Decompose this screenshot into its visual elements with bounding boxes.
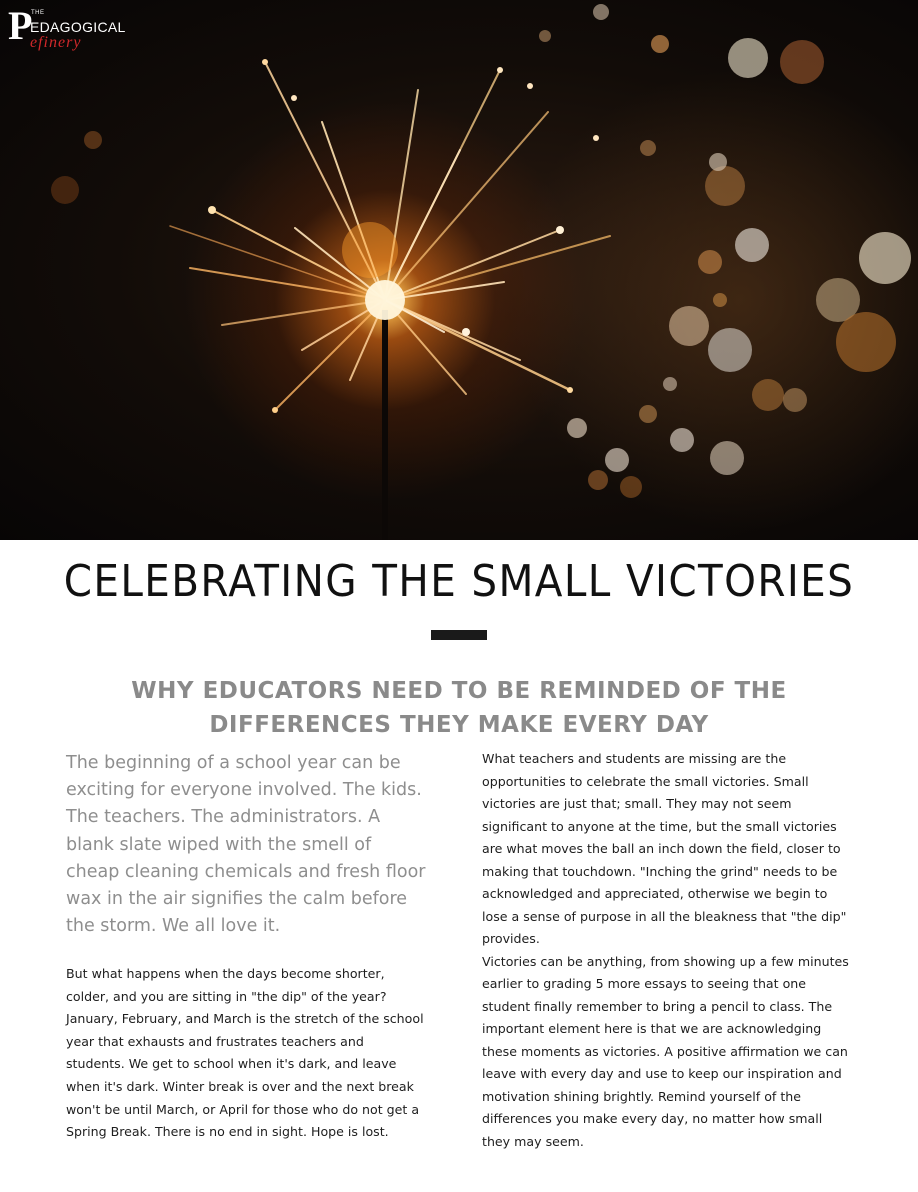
sparkler-illustration [0, 0, 918, 540]
sparkler-stick [382, 310, 388, 540]
title-divider [431, 630, 487, 640]
article-subtitle: WHY EDUCATORS NEED TO BE REMINDED OF THE DIFFERENCES THEY MAKE EVERY DAY [131, 678, 787, 738]
hero-image [0, 0, 918, 540]
sparkler-flame [365, 280, 405, 320]
body-paragraph-right-1: What teachers and students are missing are the opportunities to celebrate the small victories. Small victories are just that; small. They may not seem significant to anyone at the time, but the small victories are what moves the ball an inch down the field, closer to making that touchdown. "Inching the grind" needs to be acknowledged and appreciated, otherwise we begin to lose a sense of purpose in all the bleakness that "the dip" provides. [482, 751, 847, 946]
logo-line1: EDAGOGICAL [30, 19, 126, 35]
bokeh-lights [51, 4, 911, 498]
logo-letter: P [8, 3, 33, 48]
right-column [482, 748, 854, 1153]
logo-the: THE [31, 10, 45, 16]
brand-logo [8, 3, 128, 52]
logo-line2: efinery [30, 34, 82, 51]
lead-paragraph: The beginning of a school year can be exciting for everyone involved. The kids. The teachers. The administrators. A blank slate wiped with the smell of cheap cleaning chemicals and fresh floor wax in the air signifies the calm before the storm. We all love it. [66, 753, 426, 937]
body-paragraph-left: But what happens when the days become shorter, colder, and you are sitting in "the dip" of the year? January, February, and March is the stretch of the school year that exhausts and frustrates teachers and students. We get to school when it's dark, and leave when it's dark. Winter break is over and the next break won't be until March, or April for those who do not get a Spring Break. There is no end in sight. Hope is lost. [66, 966, 424, 1140]
article-title: CELEBRATING THE SMALL VICTORIES [63, 556, 855, 607]
body-paragraph-right-2: Victories can be anything, from showing up a few minutes earlier to grading 5 more essays to seeing that one student finally remember to bring a pencil to class. The important element here is that we are acknowledging these moments as victories. A positive affirmation we can leave with every day and use to keep our inspiration and motivation shining brightly. Remind yourself of the differences you make every day, no matter how small they may seem. [482, 953, 849, 1149]
